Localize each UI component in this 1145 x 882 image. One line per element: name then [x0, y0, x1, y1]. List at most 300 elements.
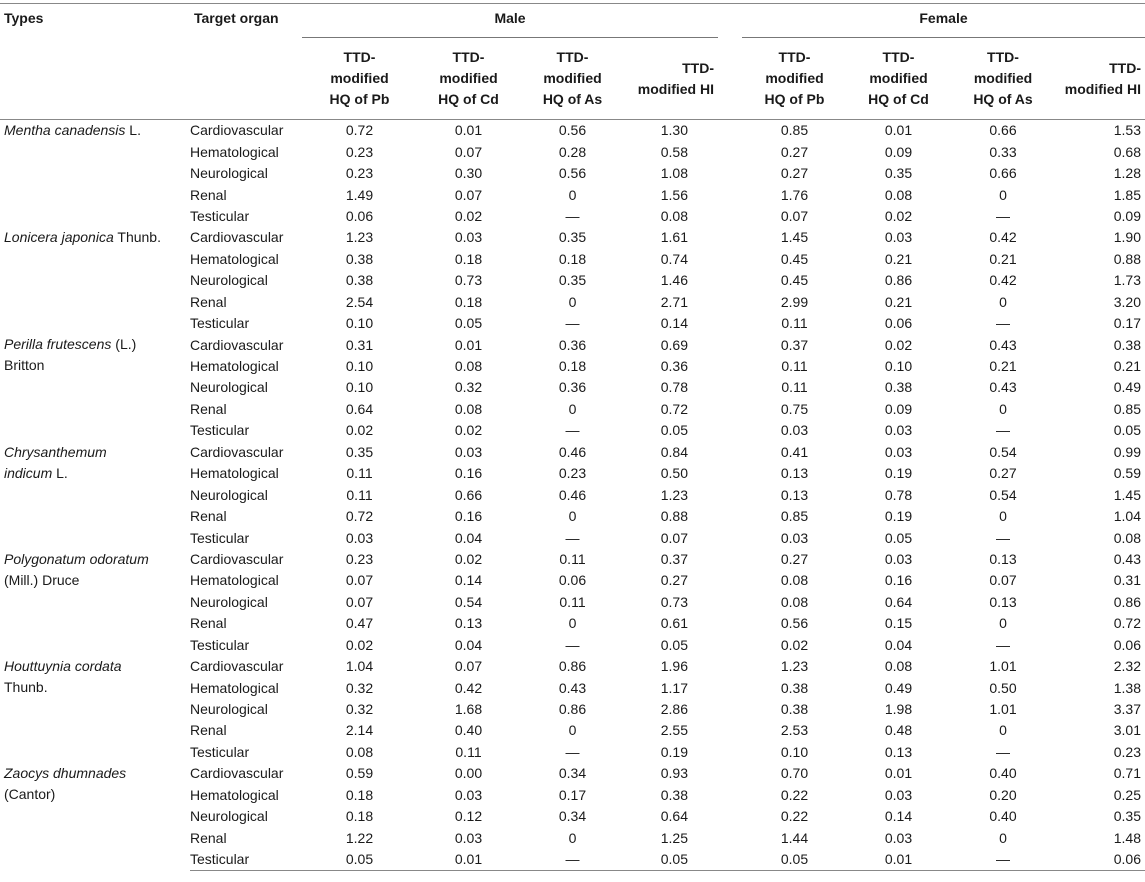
- target-organ: Cardiovascular: [190, 336, 284, 353]
- male-hq-as: —: [565, 207, 580, 224]
- male-hq-as: 0.46: [558, 486, 587, 503]
- female-hi: 1.53: [1113, 122, 1141, 139]
- male-hq-pb: 0.03: [345, 529, 374, 546]
- female-hq-as: —: [996, 636, 1010, 653]
- female-hi: 1.90: [1113, 229, 1141, 246]
- female-hq-as: 0.40: [989, 765, 1017, 782]
- male-hq-as: —: [565, 636, 580, 653]
- target-organ: Neurological: [190, 272, 268, 289]
- female-hq-cd: 0.08: [884, 186, 913, 203]
- male-hq-cd: 0.01: [417, 849, 520, 871]
- target-organ: Hematological: [190, 358, 279, 375]
- female-hi: 3.37: [1113, 701, 1141, 718]
- target-organ: Cardiovascular: [190, 122, 284, 139]
- female-hq-cd: 0.49: [884, 679, 913, 696]
- gap-cell: [718, 806, 742, 827]
- female-hq-as: 0.20: [989, 786, 1017, 803]
- header-female-hq-cd: TTD- modified HQ of Cd: [847, 38, 950, 120]
- female-hq-as: —: [996, 529, 1010, 546]
- table-row: [0, 120, 1145, 142]
- female-hq-as: 0.50: [989, 679, 1017, 696]
- female-hi: 0.49: [1113, 379, 1141, 396]
- header-target-organ: Target organ: [194, 10, 279, 26]
- female-hq-as: —: [996, 315, 1010, 332]
- male-hq-as: 0.34: [558, 765, 587, 782]
- species-name: Perilla frutescens (L.) Britton: [4, 336, 137, 374]
- female-hq-pb: 0.02: [780, 636, 809, 653]
- male-hq-pb: 0.23: [345, 550, 374, 567]
- species-name: Lonicera japonica Thunb.: [4, 229, 161, 246]
- male-hq-cd: 0.04: [454, 529, 483, 546]
- male-hq-as: 0.56: [558, 122, 587, 139]
- male-hi: 1.96: [660, 658, 688, 675]
- male-hq-cd: 0.16: [454, 508, 483, 525]
- target-organ: Cardiovascular: [190, 229, 284, 246]
- male-hq-as: 0: [568, 508, 577, 525]
- gap-cell: [718, 399, 742, 420]
- male-hq-cd: 0.13: [454, 615, 483, 632]
- female-hq-as: 0: [999, 508, 1007, 525]
- female-hq-pb: 0.11: [781, 379, 808, 396]
- male-hq-pb: 0.35: [345, 443, 374, 460]
- male-hq-as: 0.86: [558, 701, 587, 718]
- male-hq-as: —: [520, 849, 625, 871]
- gap-cell: [718, 677, 742, 698]
- gap-cell: [718, 206, 742, 227]
- male-hq-as: 0.18: [558, 250, 587, 267]
- male-hq-cd: 0.73: [454, 272, 483, 289]
- male-hq-pb: 0.02: [345, 422, 374, 439]
- header-row-columns: [0, 38, 1145, 120]
- female-hq-as: 0: [999, 829, 1007, 846]
- male-hq-pb: 0.18: [345, 808, 374, 825]
- female-hq-cd: 0.01: [884, 765, 913, 782]
- female-hq-as: 0.43: [989, 336, 1017, 353]
- female-hi: 0.43: [1113, 550, 1141, 567]
- gap-cell: [718, 763, 742, 784]
- female-hq-as: 0: [999, 186, 1007, 203]
- male-hq-cd: 0.40: [454, 722, 483, 739]
- gap-cell: [718, 484, 742, 505]
- male-hq-as: 0.43: [558, 679, 587, 696]
- target-organ: Cardiovascular: [190, 658, 284, 675]
- header-gap-2: [718, 38, 742, 120]
- female-hq-cd: 0.03: [884, 443, 913, 460]
- male-hi: 0.84: [660, 443, 688, 460]
- female-hq-as: 0.66: [989, 165, 1017, 182]
- gap-cell: [718, 270, 742, 291]
- male-hq-as: 0.17: [558, 786, 587, 803]
- gap-cell: [718, 356, 742, 377]
- gap-cell: [718, 785, 742, 806]
- gap-cell: [718, 141, 742, 162]
- male-hq-as: —: [565, 743, 580, 760]
- female-hq-cd: 0.64: [884, 593, 913, 610]
- target-organ: Renal: [190, 508, 227, 525]
- gap-cell: [718, 699, 742, 720]
- gap-cell: [718, 592, 742, 613]
- female-hq-pb: 0.41: [780, 443, 809, 460]
- target-organ: Renal: [190, 293, 227, 310]
- female-hq-cd: 0.08: [884, 658, 913, 675]
- male-hq-as: 0.56: [558, 165, 587, 182]
- target-organ: Testicular: [190, 529, 250, 546]
- male-hq-cd: 0.04: [454, 636, 483, 653]
- male-hq-as: 0.36: [558, 379, 587, 396]
- male-hq-pb: 2.14: [345, 722, 374, 739]
- header-male-hi: TTD- modified HI: [625, 38, 718, 120]
- male-hq-pb: 0.06: [345, 207, 374, 224]
- female-hi: 0.86: [1113, 593, 1141, 610]
- female-hi: 0.06: [1056, 849, 1145, 871]
- target-organ: Testicular: [190, 743, 250, 760]
- female-hi: 0.68: [1113, 143, 1141, 160]
- female-hi: 0.59: [1113, 465, 1141, 482]
- female-hi: 0.72: [1113, 615, 1141, 632]
- female-hq-cd: 0.04: [884, 636, 913, 653]
- female-hi: 0.85: [1113, 400, 1141, 417]
- male-hi: 0.69: [660, 336, 688, 353]
- male-hq-cd: 0.18: [454, 250, 483, 267]
- female-hi: 3.20: [1113, 293, 1141, 310]
- table-row: [0, 549, 1145, 570]
- species-name: Mentha canadensis L.: [4, 122, 141, 138]
- male-hq-pb: 0.23: [345, 165, 374, 182]
- female-hi: 0.05: [1113, 422, 1141, 439]
- male-hq-pb: 0.31: [345, 336, 374, 353]
- target-organ: Neurological: [190, 165, 268, 182]
- male-hq-pb: 0.23: [345, 143, 374, 160]
- female-hq-pb: 0.70: [780, 765, 809, 782]
- female-hq-pb: 2.53: [780, 722, 809, 739]
- female-hi: 1.45: [1113, 486, 1141, 503]
- female-hq-cd: 0.19: [884, 465, 913, 482]
- male-hq-pb: 1.49: [345, 186, 374, 203]
- female-hq-cd: 0.01: [884, 122, 913, 139]
- gap-cell: [718, 613, 742, 634]
- female-hi: 0.09: [1113, 207, 1141, 224]
- female-hq-cd: 0.86: [884, 272, 913, 289]
- female-hq-cd: 1.98: [884, 701, 913, 718]
- female-hq-pb: 0.13: [780, 486, 809, 503]
- target-organ: Testicular: [190, 849, 302, 871]
- header-male-hq-as: TTD- modified HQ of As: [520, 38, 625, 120]
- male-hq-as: 0.28: [558, 143, 587, 160]
- male-hi: 0.38: [660, 786, 688, 803]
- male-hi: 0.58: [660, 143, 688, 160]
- female-hq-cd: 0.78: [884, 486, 913, 503]
- female-hq-as: 0.43: [989, 379, 1017, 396]
- male-hq-as: 0.34: [558, 808, 587, 825]
- female-hq-cd: 0.21: [884, 293, 913, 310]
- target-organ: Renal: [190, 829, 227, 846]
- male-hq-as: 0.23: [558, 465, 587, 482]
- female-hq-pb: 0.22: [780, 808, 809, 825]
- target-organ: Neurological: [190, 486, 268, 503]
- male-hq-cd: 0.30: [454, 165, 483, 182]
- male-hq-cd: 0.32: [454, 379, 483, 396]
- gap-cell: [718, 506, 742, 527]
- header-types: Types: [4, 10, 44, 26]
- female-hq-cd: 0.21: [884, 250, 913, 267]
- male-hq-cd: 0.03: [454, 786, 483, 803]
- male-hi: 1.56: [660, 186, 688, 203]
- gap-cell: [718, 334, 742, 355]
- female-hq-pb: 0.38: [780, 679, 809, 696]
- header-blank-organ: [190, 38, 302, 120]
- header-blank-types: [0, 38, 190, 120]
- male-hq-as: —: [565, 422, 580, 439]
- male-hq-cd: 0.01: [454, 336, 483, 353]
- header-gap: [718, 4, 742, 38]
- gap-cell: [718, 227, 742, 248]
- male-hi: 0.37: [660, 550, 688, 567]
- target-organ: Testicular: [190, 636, 250, 653]
- female-hq-cd: 0.02: [884, 336, 913, 353]
- male-hq-cd: 0.07: [454, 143, 483, 160]
- male-hi: 0.19: [660, 743, 688, 760]
- target-organ: Renal: [190, 400, 227, 417]
- female-hq-pb: 0.05: [742, 849, 847, 871]
- male-hi: 1.17: [660, 679, 688, 696]
- male-hi: 2.55: [660, 722, 688, 739]
- gap-cell: [718, 849, 742, 871]
- target-organ: Hematological: [190, 250, 279, 267]
- male-hq-pb: 2.54: [345, 293, 374, 310]
- male-hq-pb: 0.72: [345, 122, 374, 139]
- hq-table: [0, 3, 1145, 871]
- male-hq-cd: 0.12: [454, 808, 483, 825]
- female-hq-pb: 0.07: [780, 207, 809, 224]
- female-hq-cd: 0.15: [884, 615, 913, 632]
- male-hq-pb: 0.05: [302, 849, 417, 871]
- gap-cell: [718, 549, 742, 570]
- male-hq-as: —: [565, 529, 580, 546]
- female-hq-as: 0.13: [989, 550, 1017, 567]
- female-hq-pb: 0.56: [780, 615, 809, 632]
- male-hq-cd: 0.08: [454, 400, 483, 417]
- male-hq-pb: 0.10: [345, 379, 374, 396]
- target-organ: Hematological: [190, 465, 279, 482]
- female-hq-cd: 0.48: [884, 722, 913, 739]
- female-hi: 1.38: [1113, 679, 1141, 696]
- female-hq-cd: 0.13: [884, 743, 913, 760]
- male-hq-cd: 0.03: [454, 229, 483, 246]
- male-hq-cd: 0.05: [454, 315, 483, 332]
- female-hq-cd: 0.38: [884, 379, 913, 396]
- gap-cell: [718, 742, 742, 763]
- female-hq-pb: 0.11: [781, 358, 808, 375]
- male-hq-cd: 0.11: [455, 743, 482, 760]
- male-hq-pb: 0.38: [345, 272, 374, 289]
- female-hi: 1.73: [1113, 272, 1141, 289]
- gap-cell: [718, 570, 742, 591]
- male-hi: 0.72: [660, 400, 688, 417]
- female-hq-pb: 0.85: [780, 508, 809, 525]
- header-female-hq-pb: TTD- modified HQ of Pb: [742, 38, 847, 120]
- female-hi: 0.08: [1113, 529, 1141, 546]
- male-hq-as: 0: [568, 829, 577, 846]
- male-hq-as: 0: [568, 400, 577, 417]
- male-hi: 2.86: [660, 701, 688, 718]
- male-hq-as: —: [565, 315, 580, 332]
- female-hi: 0.31: [1113, 572, 1141, 589]
- male-hi: 2.71: [660, 293, 688, 310]
- female-hi: 0.88: [1113, 250, 1141, 267]
- female-hq-as: 0.66: [989, 122, 1017, 139]
- male-hi: 1.30: [660, 122, 688, 139]
- female-hq-pb: 0.45: [780, 250, 809, 267]
- table-row: [0, 442, 1145, 463]
- female-hi: 0.17: [1113, 315, 1141, 332]
- male-hq-as: 0: [568, 293, 577, 310]
- target-organ: Neurological: [190, 593, 268, 610]
- gap-cell: [718, 292, 742, 313]
- female-hi: 0.99: [1113, 443, 1141, 460]
- gap-cell: [718, 313, 742, 334]
- male-hq-cd: 0.07: [454, 658, 483, 675]
- female-hq-pb: 1.23: [780, 658, 809, 675]
- male-hq-cd: 1.68: [454, 701, 483, 718]
- male-hq-pb: 0.11: [346, 465, 373, 482]
- male-hq-cd: 0.16: [454, 465, 483, 482]
- male-hi: 0.74: [660, 250, 688, 267]
- female-hq-pb: 0.27: [780, 550, 809, 567]
- male-hq-pb: 0.72: [345, 508, 374, 525]
- female-hi: 1.85: [1113, 186, 1141, 203]
- male-hq-cd: 0.08: [454, 358, 483, 375]
- female-hq-pb: 1.45: [780, 229, 809, 246]
- gap-cell: [718, 635, 742, 656]
- male-hi: 0.78: [660, 379, 688, 396]
- female-hq-cd: 0.03: [884, 229, 913, 246]
- female-hq-cd: 0.06: [884, 315, 913, 332]
- male-hq-as: 0: [568, 186, 577, 203]
- female-hq-as: —: [950, 849, 1056, 871]
- male-hi: 0.05: [625, 849, 718, 871]
- male-hq-cd: 0.00: [454, 765, 483, 782]
- female-hq-cd: 0.09: [884, 400, 913, 417]
- female-hq-pb: 0.13: [780, 465, 809, 482]
- male-hq-pb: 0.47: [345, 615, 374, 632]
- male-hq-as: 0.46: [558, 443, 587, 460]
- header-female: Female: [742, 4, 1145, 38]
- male-hq-pb: 0.11: [346, 486, 373, 503]
- male-hq-pb: 1.22: [345, 829, 374, 846]
- male-hq-pb: 0.38: [345, 250, 374, 267]
- header-female-hi: TTD- modified HI: [1056, 38, 1145, 120]
- female-hq-as: 0.54: [989, 443, 1017, 460]
- female-hq-pb: 0.38: [780, 701, 809, 718]
- male-hq-cd: 0.02: [454, 422, 483, 439]
- female-hq-pb: 0.27: [780, 143, 809, 160]
- male-hi: 0.07: [660, 529, 688, 546]
- female-hq-as: 0.27: [989, 465, 1017, 482]
- female-hq-as: 0.21: [989, 358, 1017, 375]
- male-hq-as: 0.11: [559, 593, 586, 610]
- male-hq-pb: 0.08: [345, 743, 374, 760]
- male-hi: 0.93: [660, 765, 688, 782]
- female-hq-as: 0.21: [989, 250, 1017, 267]
- female-hq-cd: 0.03: [884, 829, 913, 846]
- male-hq-pb: 0.59: [345, 765, 374, 782]
- male-hq-pb: 1.04: [345, 658, 374, 675]
- female-hq-cd: 0.16: [884, 572, 913, 589]
- header-male-hq-pb: TTD- modified HQ of Pb: [302, 38, 417, 120]
- species-name: Polygonatum odoratum (Mill.) Druce: [4, 550, 149, 588]
- male-hq-as: 0: [568, 615, 577, 632]
- female-hq-as: —: [996, 743, 1010, 760]
- male-hq-cd: 0.03: [454, 443, 483, 460]
- target-organ: Hematological: [190, 143, 279, 160]
- male-hi: 0.61: [660, 615, 688, 632]
- male-hq-pb: 0.07: [345, 572, 374, 589]
- header-female-hq-as: TTD- modified HQ of As: [950, 38, 1056, 120]
- male-hq-pb: 0.18: [345, 786, 374, 803]
- female-hq-pb: 0.37: [780, 336, 809, 353]
- male-hi: 0.50: [660, 465, 688, 482]
- female-hi: 1.04: [1113, 508, 1141, 525]
- female-hq-cd: 0.10: [884, 358, 913, 375]
- male-hi: 0.88: [660, 508, 688, 525]
- target-organ: Hematological: [190, 679, 279, 696]
- female-hq-pb: 0.10: [780, 743, 809, 760]
- female-hq-as: —: [996, 207, 1010, 224]
- male-hq-cd: 0.54: [454, 593, 483, 610]
- target-organ: Renal: [190, 722, 227, 739]
- female-hq-cd: 0.05: [884, 529, 913, 546]
- male-hi: 0.14: [660, 315, 688, 332]
- female-hq-pb: 0.08: [780, 593, 809, 610]
- male-hq-cd: 0.66: [454, 486, 483, 503]
- female-hq-as: 0.13: [989, 593, 1017, 610]
- species-name: Chrysanthemum indicum L.: [4, 443, 107, 481]
- female-hq-pb: 0.03: [780, 529, 809, 546]
- female-hq-cd: 0.03: [884, 422, 913, 439]
- table-row: [0, 334, 1145, 355]
- female-hq-as: 0: [999, 722, 1007, 739]
- table-row: [0, 763, 1145, 784]
- female-hq-pb: 2.99: [780, 293, 809, 310]
- male-hq-as: 0.06: [558, 572, 587, 589]
- female-hq-pb: 0.75: [780, 400, 809, 417]
- male-hi: 0.05: [660, 422, 688, 439]
- male-hq-as: 0.35: [558, 272, 587, 289]
- female-hi: 0.25: [1113, 786, 1141, 803]
- gap-cell: [718, 527, 742, 548]
- female-hq-as: 0.33: [989, 143, 1017, 160]
- male-hi: 0.08: [660, 207, 688, 224]
- female-hi: 0.35: [1113, 808, 1141, 825]
- target-organ: Testicular: [190, 315, 250, 332]
- male-hq-as: 0.11: [559, 550, 586, 567]
- target-organ: Neurological: [190, 701, 268, 718]
- male-hi: 1.25: [660, 829, 688, 846]
- male-hq-cd: 0.01: [454, 122, 483, 139]
- male-hq-as: 0: [568, 722, 577, 739]
- male-hq-pb: 0.10: [345, 315, 374, 332]
- female-hq-as: 0: [999, 400, 1007, 417]
- gap-cell: [718, 184, 742, 205]
- gap-cell: [718, 420, 742, 441]
- female-hi: 1.28: [1113, 165, 1141, 182]
- target-organ: Cardiovascular: [190, 765, 284, 782]
- female-hq-as: 1.01: [989, 658, 1017, 675]
- female-hq-as: 0.54: [989, 486, 1017, 503]
- male-hi: 1.08: [660, 165, 688, 182]
- male-hq-as: 0.36: [558, 336, 587, 353]
- target-organ: Hematological: [190, 572, 279, 589]
